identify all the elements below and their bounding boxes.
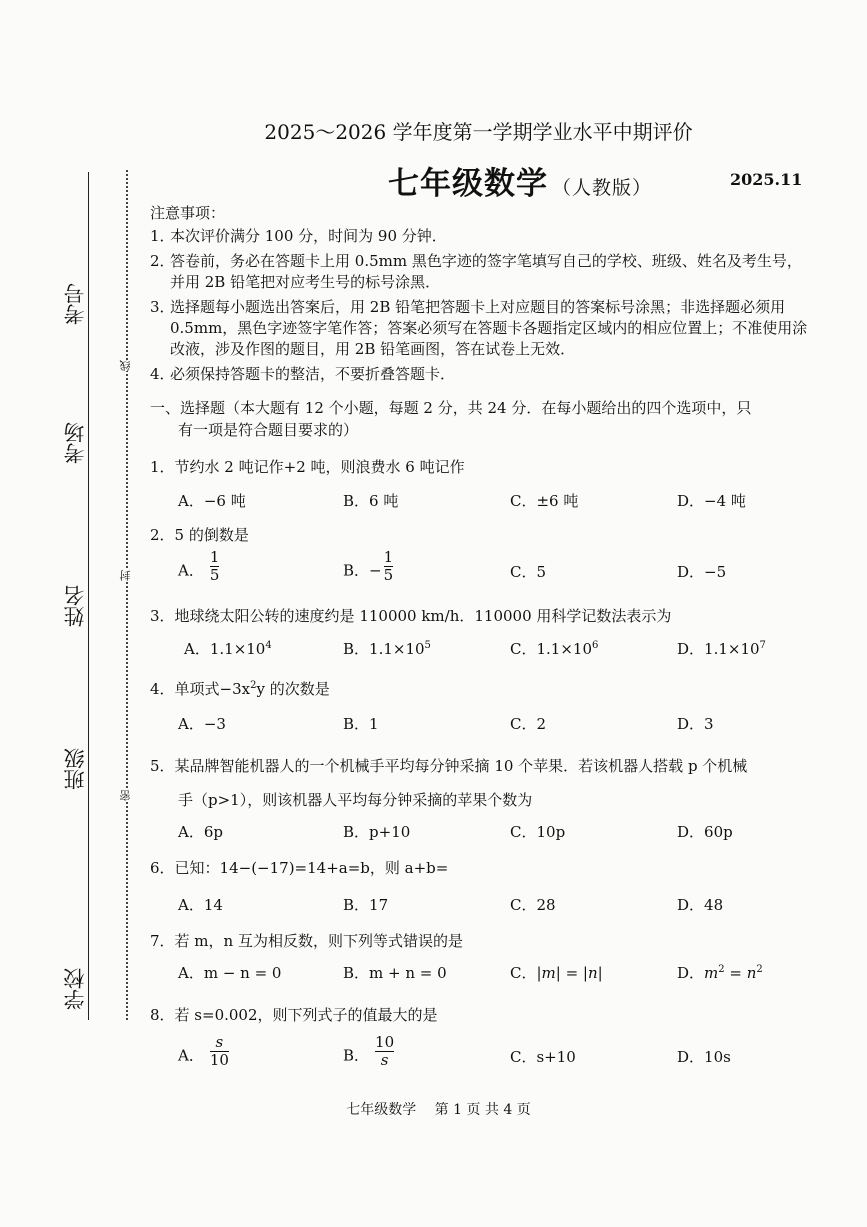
seal-word-secret: 密 (119, 790, 132, 801)
stem-line1: 5．某品牌智能机器人的一个机械手平均每分钟采摘 10 个苹果．若该机器人搭载 p 个机械 (150, 757, 748, 775)
notice-block (150, 203, 810, 389)
option-expr: = n (724, 964, 757, 982)
option-d: D．10s (677, 1048, 731, 1066)
option-a (178, 548, 220, 584)
denominator: 5 (383, 566, 394, 584)
option-b (343, 638, 431, 659)
notice-item (150, 364, 810, 385)
option-a: A．14 (178, 896, 223, 914)
label-exam-room: 考场 (63, 422, 87, 464)
option-letter: B．− (343, 561, 382, 580)
option-a: A．6p (178, 823, 223, 841)
fraction (384, 549, 394, 584)
edition: （人教版） (552, 177, 653, 199)
section-heading-line1: 一、选择题（本大题有 12 个小题，每题 2 分，共 24 分．在每小题给出的四个选项中，只 (150, 399, 752, 417)
option-b: B．6 吨 (343, 492, 399, 510)
seal-word-seal: 封 (119, 570, 132, 581)
exponent: 2 (718, 964, 725, 975)
notice-text: 答卷前，务必在答题卡上用 0.5mm 黑色字迹的签字笔填写自己的学校、班级、姓名及考生号，并用 2B 铅笔把对应考生号的标号涂黑． (170, 252, 802, 291)
question-3: 3．地球绕太阳公转的速度约是 110000 km/h．110000 用科学记数法表示为 (150, 607, 672, 625)
option-letter: D． (677, 964, 705, 982)
option-d: D．3 (677, 715, 714, 733)
question-2: 2．5 的倒数是 (150, 526, 249, 544)
option-b: B．m + n = 0 (343, 964, 447, 982)
option-text: D．1.1×10 (677, 640, 760, 658)
notice-item (150, 226, 810, 247)
fraction (210, 549, 220, 584)
numerator: 1 (209, 548, 220, 566)
question-7: 7．若 m，n 互为相反数，则下列等式错误的是 (150, 932, 463, 950)
denominator: s (380, 1051, 389, 1069)
notice-text: 本次评价满分 100 分，时间为 90 分钟． (170, 227, 447, 245)
seal-dotted-line (126, 170, 128, 1020)
option-letter: B． (343, 1046, 370, 1065)
option-c (510, 962, 603, 983)
subject-title (388, 158, 652, 203)
option-d (677, 962, 763, 983)
exam-title: 2025～2026 学年度第一学期学业水平中期评价 (264, 120, 693, 144)
option-letter: A． (178, 561, 204, 580)
label-school: 学校 (63, 968, 87, 1010)
notice-item (150, 297, 810, 360)
numerator: 1 (383, 548, 394, 566)
option-expr: m (704, 964, 719, 982)
option-d (677, 638, 766, 659)
option-b: B．p+10 (343, 823, 411, 841)
exponent: 5 (424, 640, 431, 651)
option-c: C．10p (510, 823, 566, 841)
subject-name: 七年级数学 (388, 166, 548, 202)
fraction (210, 1034, 229, 1069)
option-a (184, 638, 272, 659)
fraction (375, 1034, 394, 1069)
exponent: 2 (756, 964, 763, 975)
option-b (343, 548, 394, 584)
option-b (343, 1033, 395, 1069)
exam-date: 2025.11 (730, 170, 803, 189)
question-5 (150, 749, 820, 817)
notice-num: 3． (150, 298, 175, 316)
exponent: 4 (265, 640, 272, 651)
notice-num: 1． (150, 227, 175, 245)
denominator: 5 (209, 566, 220, 584)
notice-text: 选择题每小题选出答案后，用 2B 铅笔把答题卡上对应题目的答案标号涂黑；非选择题必须用 0.5mm，黑色字迹签字笔作答；答案必须写在答题卡各题指定区域内的相应位置上；不准使用涂改液，涉及作图的题目，用 2B 铅笔画图，答在试卷上无效． (170, 298, 808, 358)
option-text: A．1.1×10 (184, 640, 266, 658)
option-c: C．5 (510, 563, 547, 581)
option-text: B．1.1×10 (343, 640, 425, 658)
option-c: C．28 (510, 896, 556, 914)
section-heading (150, 397, 810, 441)
option-b: B．17 (343, 896, 389, 914)
notice-item (150, 251, 810, 293)
option-text: C．1.1×10 (510, 640, 592, 658)
question-8: 8．若 s=0.002，则下列式子的值最大的是 (150, 1006, 438, 1024)
option-c (510, 638, 598, 659)
exponent: 2 (250, 680, 257, 691)
exponent: 7 (759, 640, 766, 651)
option-a: A．m − n = 0 (178, 964, 282, 982)
option-c: C．s+10 (510, 1048, 576, 1066)
notice-heading: 注意事项： (150, 204, 226, 222)
label-exam-number: 考号 (63, 283, 87, 325)
question-4 (150, 678, 820, 699)
option-b: B．1 (343, 715, 379, 733)
option-c: C．2 (510, 715, 547, 733)
stem-text: 4．单项式−3x (150, 680, 251, 698)
notice-text: 必须保持答题卡的整洁，不要折叠答题卡． (170, 365, 456, 383)
option-expr: |m| = |n| (536, 964, 603, 982)
option-d: D．60p (677, 823, 733, 841)
option-d: D．−5 (677, 563, 727, 581)
option-letter: A． (178, 1046, 204, 1065)
section-heading-line2: 有一项是符合题目要求的） (178, 421, 359, 439)
seal-word-line: 线 (119, 360, 132, 371)
label-class: 班级 (63, 748, 87, 790)
denominator: 10 (209, 1051, 229, 1069)
option-a: A．−6 吨 (178, 492, 246, 510)
question-1: 1．节约水 2 吨记作+2 吨，则浪费水 6 吨记作 (150, 458, 465, 476)
stem-line2: 手（p>1），则该机器人平均每分钟采摘的苹果个数为 (178, 791, 533, 809)
stem-text: y 的次数是 (256, 680, 330, 698)
label-name: 姓名 (63, 585, 87, 627)
numerator: s (215, 1033, 224, 1051)
option-a (178, 1033, 229, 1069)
numerator: 10 (375, 1033, 395, 1051)
page-footer: 七年级数学 第 1 页 共 4 页 (346, 1102, 531, 1118)
option-letter: C． (510, 964, 537, 982)
option-a: A．−3 (178, 715, 226, 733)
notice-num: 2． (150, 252, 175, 270)
option-c: C．±6 吨 (510, 492, 579, 510)
notice-num: 4． (150, 365, 175, 383)
option-d: D．−4 吨 (677, 492, 746, 510)
question-6: 6．已知：14−(−17)=14+a=b，则 a+b= (150, 859, 449, 877)
option-d: D．48 (677, 896, 724, 914)
exponent: 6 (592, 640, 599, 651)
